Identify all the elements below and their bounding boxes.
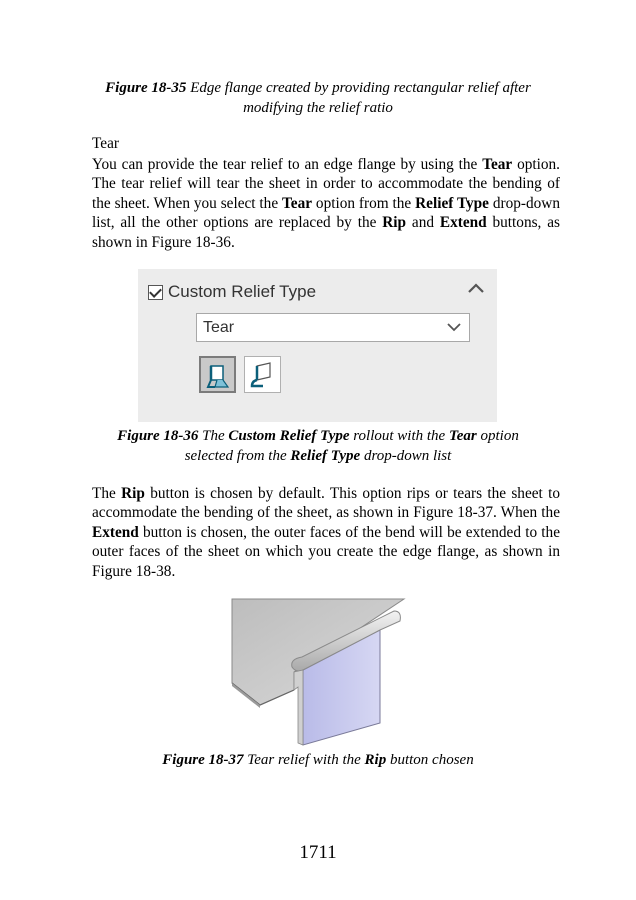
caption-text: Tear relief with the: [243, 752, 365, 768]
caption-text: Edge flange created by providing rectangular relief after: [186, 80, 531, 96]
text: The: [92, 485, 122, 502]
bold-text: Rip: [382, 214, 407, 232]
bold-text: Relief Type: [415, 194, 489, 212]
caption-bold: Relief Type: [290, 448, 361, 464]
text: button is chosen, the outer faces of the bend will be extended to the outer faces of the sheet on which you create the edge flange, as shown in Figure 18-38.: [92, 523, 560, 580]
text: option. The tear relief will tear the sheet in order to accommodate the bending of the sheet. When you select the: [92, 156, 560, 212]
caption-text: selected from the: [184, 448, 291, 464]
text: drop-down list, all the other options are replaced by the: [92, 194, 561, 232]
bold-text: Extend: [92, 523, 139, 541]
chevron-down-icon: [447, 322, 461, 332]
figure-label: Figure 18-37: [162, 752, 244, 768]
caption-bold: Rip: [364, 752, 387, 768]
caption-bold: Custom Relief Type: [228, 428, 350, 444]
section-heading-tear: Tear: [92, 135, 119, 152]
extend-icon: [247, 359, 277, 389]
figure-18-36-caption: [60, 426, 576, 466]
rip-icon: [203, 360, 233, 390]
caption-text: option: [476, 428, 519, 444]
text: button is chosen by default. This option rips or tears the sheet to accommodate the bending of the sheet, as shown in Figure 18-37. When the: [92, 485, 560, 522]
rollout-header[interactable]: [148, 282, 316, 302]
select-value: Tear: [203, 319, 235, 336]
text: and: [406, 214, 440, 232]
relief-type-select[interactable]: [196, 313, 470, 342]
figure-label: Figure 18-36: [117, 428, 199, 444]
rollout-title: Custom Relief Type: [168, 282, 317, 301]
figure-18-37-caption: [60, 750, 576, 770]
page-number: 1711: [299, 842, 337, 863]
tear-relief-illustration: [230, 597, 406, 747]
bold-text: Tear: [482, 156, 513, 173]
text: buttons, as shown in Figure 18-36.: [92, 214, 560, 251]
caption-text: button chosen: [386, 752, 474, 768]
text: option from the: [312, 194, 416, 212]
caption-text: rollout with the: [349, 428, 449, 444]
custom-relief-type-panel: [138, 269, 497, 422]
text: You can provide the tear relief to an edge flange by using the: [92, 156, 483, 173]
bold-text: Extend: [439, 214, 487, 232]
figure-label: Figure 18-35: [105, 80, 187, 96]
paragraph-tear-intro: [92, 155, 560, 252]
checkbox-icon[interactable]: [148, 285, 163, 300]
caption-text: drop-down list: [360, 448, 452, 464]
figure-18-35-caption: [60, 78, 576, 118]
caption-bold: Tear: [448, 428, 477, 444]
bold-text: Rip: [121, 485, 145, 502]
bold-text: Tear: [282, 194, 313, 212]
extend-button[interactable]: [244, 356, 281, 393]
caption-text: The: [198, 428, 229, 444]
chevron-up-icon[interactable]: [467, 281, 485, 295]
caption-text-line2: modifying the relief ratio: [243, 100, 393, 116]
paragraph-rip-extend: [92, 484, 560, 581]
rip-button[interactable]: [199, 356, 236, 393]
